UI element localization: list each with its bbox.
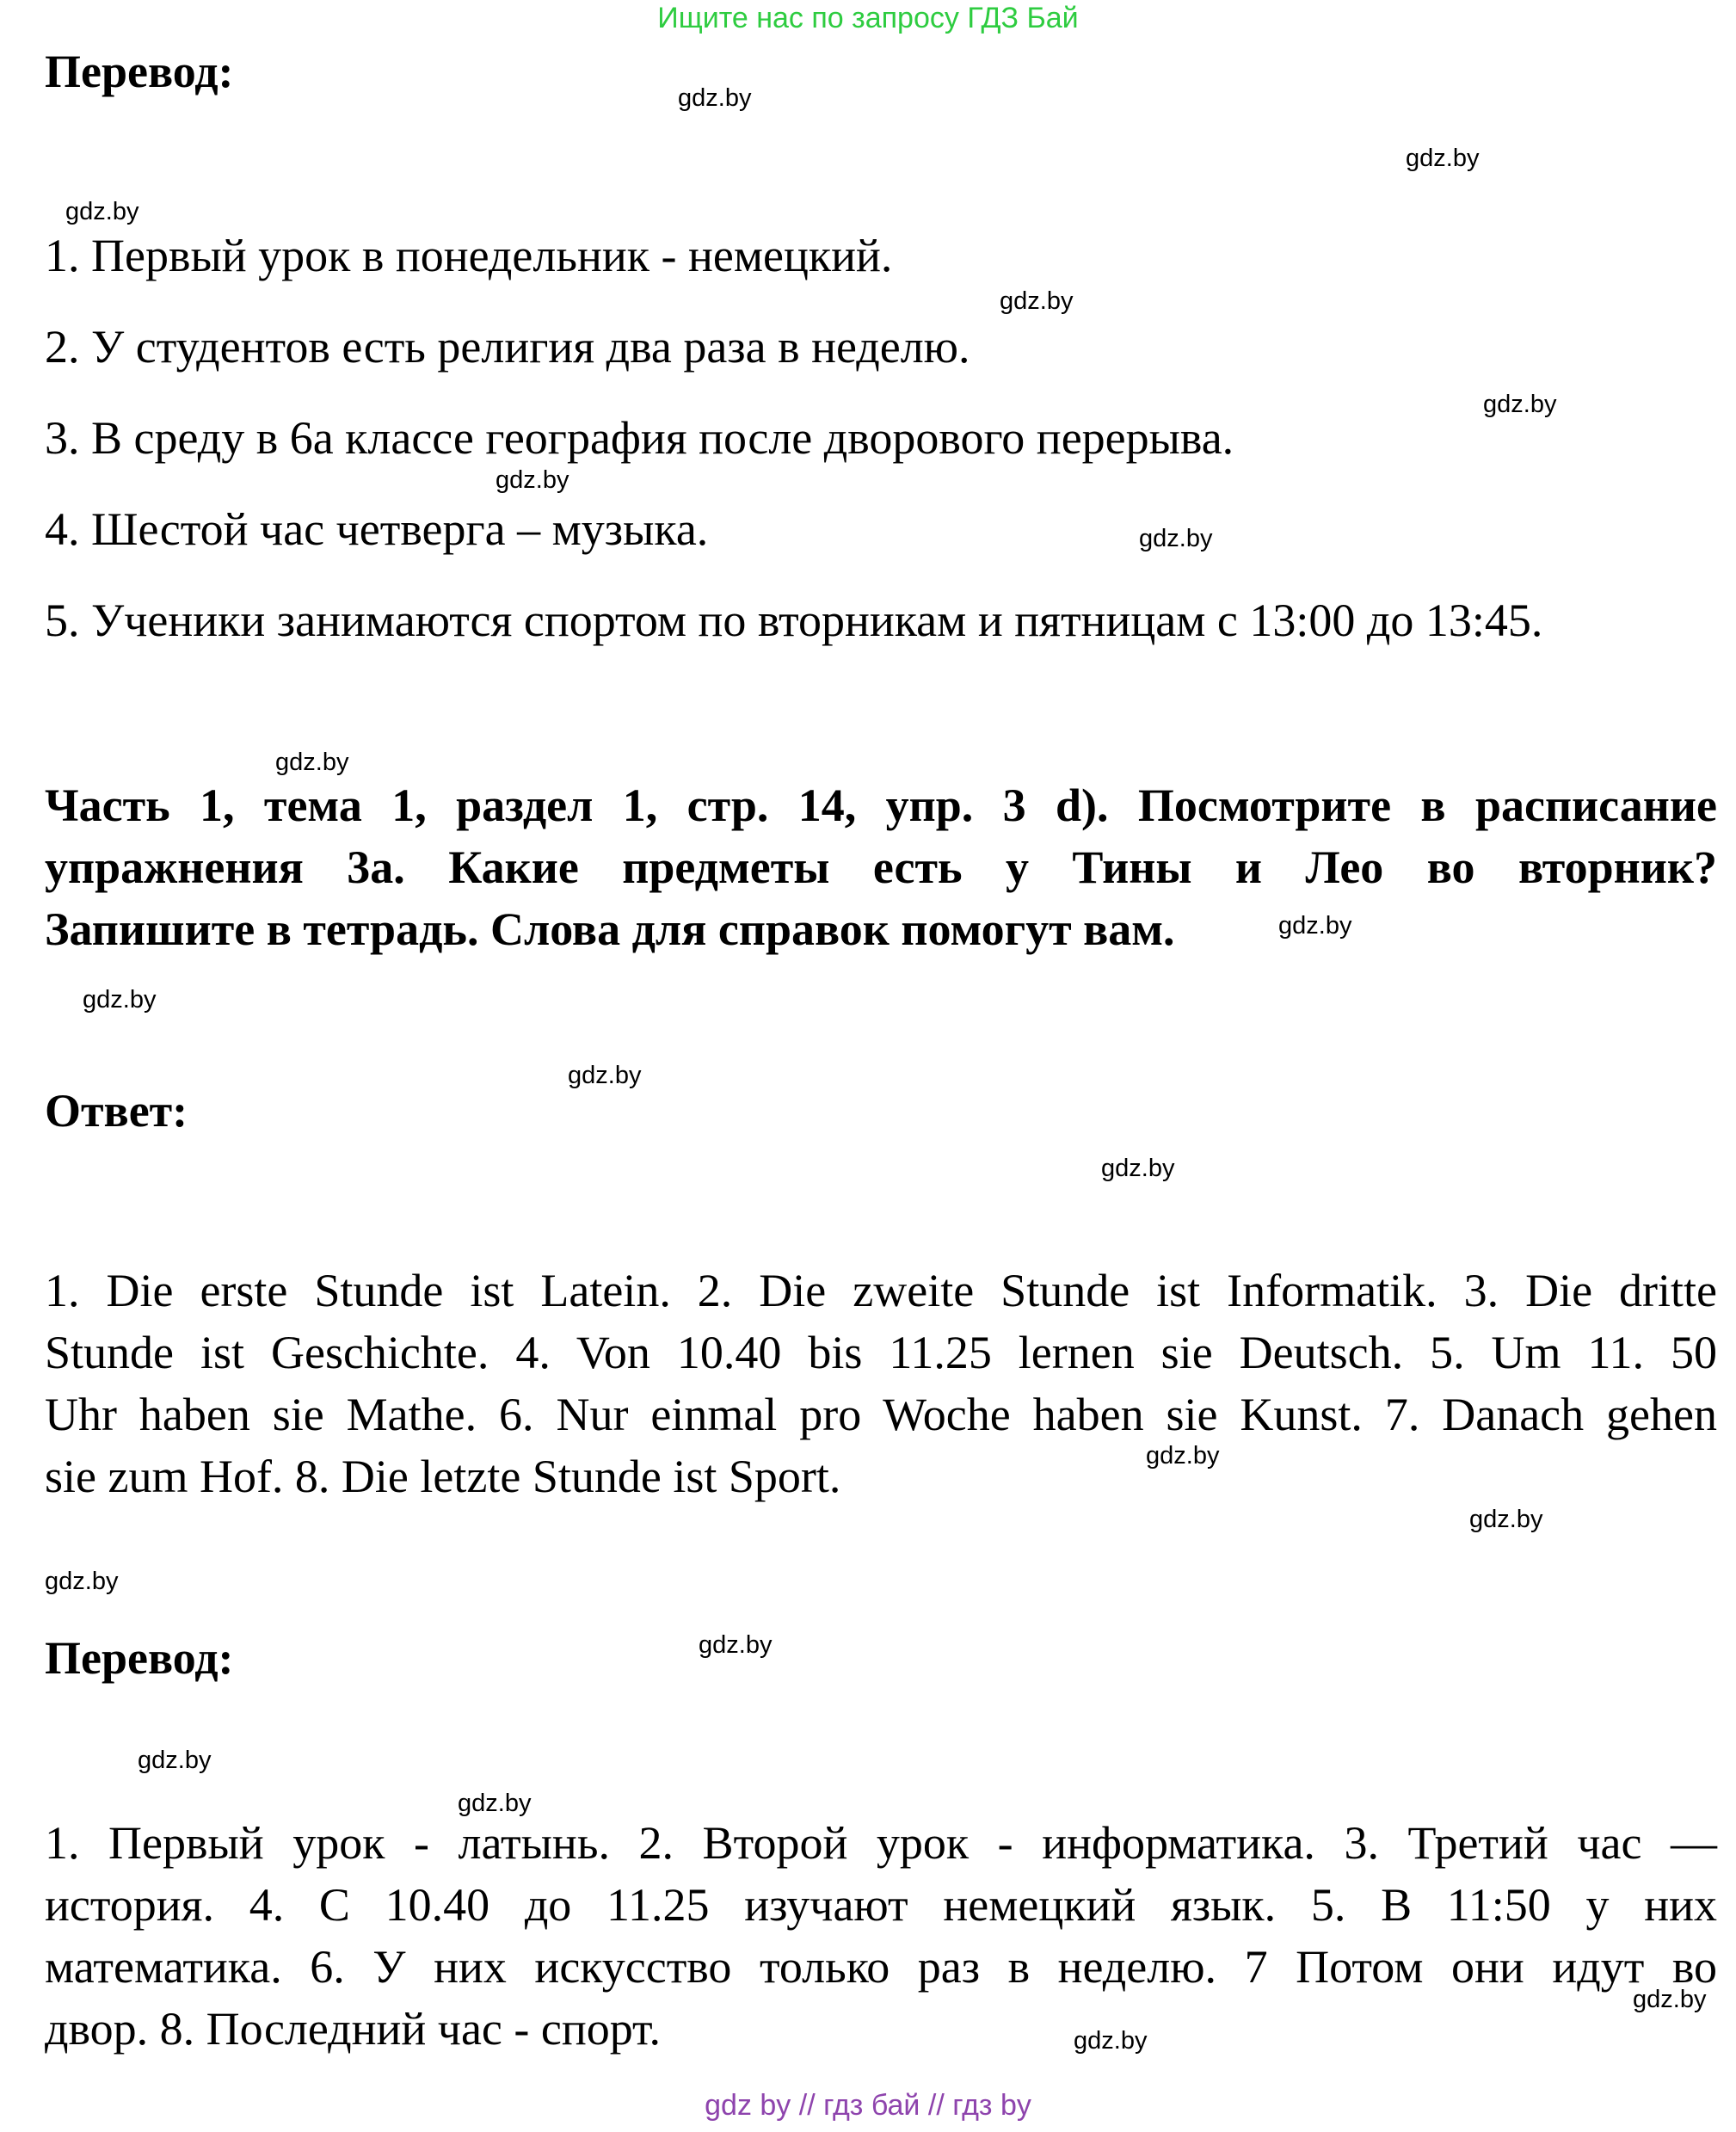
task-row: упражнения 3а. Какие предметы есть у Тины и Лео во вторник?: [45, 841, 1717, 893]
watermark: gdz.by: [1406, 145, 1480, 172]
answer-text: [45, 1260, 1717, 1507]
translation-line-4: 4. Шестой час четверга – музыка.: [45, 503, 709, 555]
watermark: gdz.by: [496, 466, 569, 494]
watermark: gdz.by: [458, 1790, 532, 1817]
watermark: gdz.by: [568, 1062, 642, 1089]
watermark: gdz.by: [1278, 912, 1352, 940]
watermark: gdz.by: [1633, 1986, 1707, 2013]
site-banner: Ищите нас по запросу ГДЗ Бай: [657, 2, 1079, 34]
answer-row: Stunde ist Geschichte. 4. Von 10.40 bis 11.25 lernen sie Deutsch. 5. Um 11. 50: [45, 1327, 1717, 1378]
watermark: gdz.by: [1469, 1506, 1543, 1533]
answer-row: 1. Die erste Stunde ist Latein. 2. Die zweite Stunde ist Informatik. 3. Die dritte: [45, 1265, 1717, 1316]
translation-row: 1. Первый урок - латынь. 2. Второй урок - информатика. 3. Третий час —: [45, 1817, 1717, 1869]
task-row: Часть 1, тема 1, раздел 1, стр. 14, упр. 3 d). Посмотрите в расписание: [45, 779, 1717, 831]
translation-heading-2: Перевод:: [45, 1632, 234, 1684]
watermark: gdz.by: [678, 84, 752, 112]
translation-row: история. 4. С 10.40 до 11.25 изучают немецкий язык. 5. В 11:50 у них: [45, 1879, 1717, 1931]
watermark: gdz.by: [1483, 391, 1557, 418]
translation-text-2: [45, 1812, 1717, 2060]
translation-row: двор. 8. Последний час - спорт.: [45, 2003, 662, 2055]
translation-line-2: 2. У студентов есть религия два раза в неделю.: [45, 321, 970, 373]
watermark: gdz.by: [138, 1747, 212, 1774]
watermark: gdz.by: [1146, 1442, 1220, 1470]
watermark: gdz.by: [65, 198, 139, 225]
answer-heading: Ответ:: [45, 1085, 188, 1137]
answer-row: Uhr haben sie Mathe. 6. Nur einmal pro Woche haben sie Kunst. 7. Danach gehen: [45, 1389, 1717, 1440]
watermark: gdz.by: [1000, 287, 1074, 315]
watermark: gdz.by: [275, 749, 349, 776]
site-footer: gdz by // гдз бай // гдз by: [705, 2089, 1031, 2122]
watermark: gdz.by: [45, 1568, 119, 1595]
watermark: gdz.by: [1101, 1155, 1175, 1182]
task-statement: [45, 774, 1717, 960]
translation-heading-1: Перевод:: [45, 46, 234, 97]
watermark: gdz.by: [1074, 2027, 1148, 2055]
translation-line-5: 5. Ученики занимаются спортом по вторникам и пятницам с 13:00 до 13:45.: [45, 595, 1543, 646]
watermark: gdz.by: [699, 1631, 773, 1659]
translation-row: математика. 6. У них искусство только раз в неделю. 7 Потом они идут во: [45, 1941, 1717, 1993]
task-row: Запишите в тетрадь. Слова для справок помогут вам.: [45, 903, 1175, 955]
watermark: gdz.by: [1139, 525, 1213, 552]
translation-line-1: 1. Первый урок в понедельник - немецкий.: [45, 230, 893, 281]
translation-line-3: 3. В среду в 6а классе география после дворового перерыва.: [45, 412, 1234, 464]
watermark: gdz.by: [83, 986, 157, 1014]
answer-row: sie zum Hof. 8. Die letzte Stunde ist Sport.: [45, 1451, 841, 1502]
